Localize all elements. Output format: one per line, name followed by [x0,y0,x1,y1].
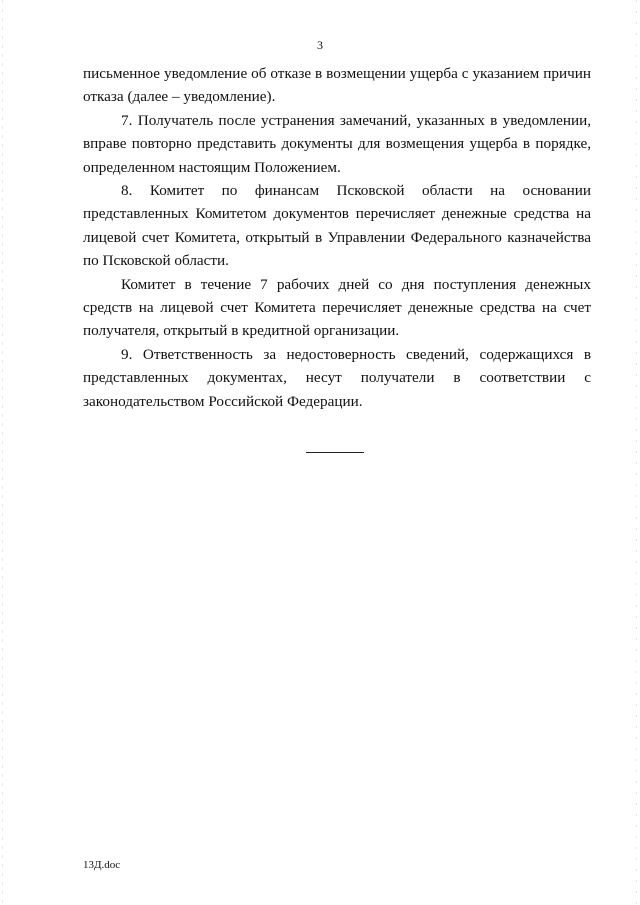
paragraph-transfer-terms: Комитет в течение 7 рабочих дней со дня поступления денежных средств на лицевой счет Комитета перечисляет денежные средства на счет получателя, открытый в кредитной организации. [83,275,591,340]
paragraph-item-9: 9. Ответственность за недостоверность сведений, содержащихся в представленных документах, несут получатели в соответствии с законодательством Российской Федерации. [83,345,591,410]
paragraph-continuation: письменное уведомление об отказе в возмещении ущерба с указанием причин отказа (далее – уведомление). [83,65,591,106]
end-divider [306,452,364,453]
paragraph-item-7: 7. Получатель после устранения замечаний, указанных в уведомлении, вправе повторно представить документы для возмещения ущерба в порядке, определенном настоящим Положением. [83,111,591,176]
page-number: 3 [317,38,323,52]
scan-edge-left [2,0,3,905]
scan-edge-right [636,0,637,905]
footer-file-name: 13Д.doc [83,859,121,871]
paragraph-item-8: 8. Комитет по финансам Псковской области на основании представленных Комитетом документов перечисляет денежные средства на лицевой счет Комитета, открытый в Управлении Федерального казначейства по Псковской области. [83,182,591,270]
document-body [83,62,591,413]
